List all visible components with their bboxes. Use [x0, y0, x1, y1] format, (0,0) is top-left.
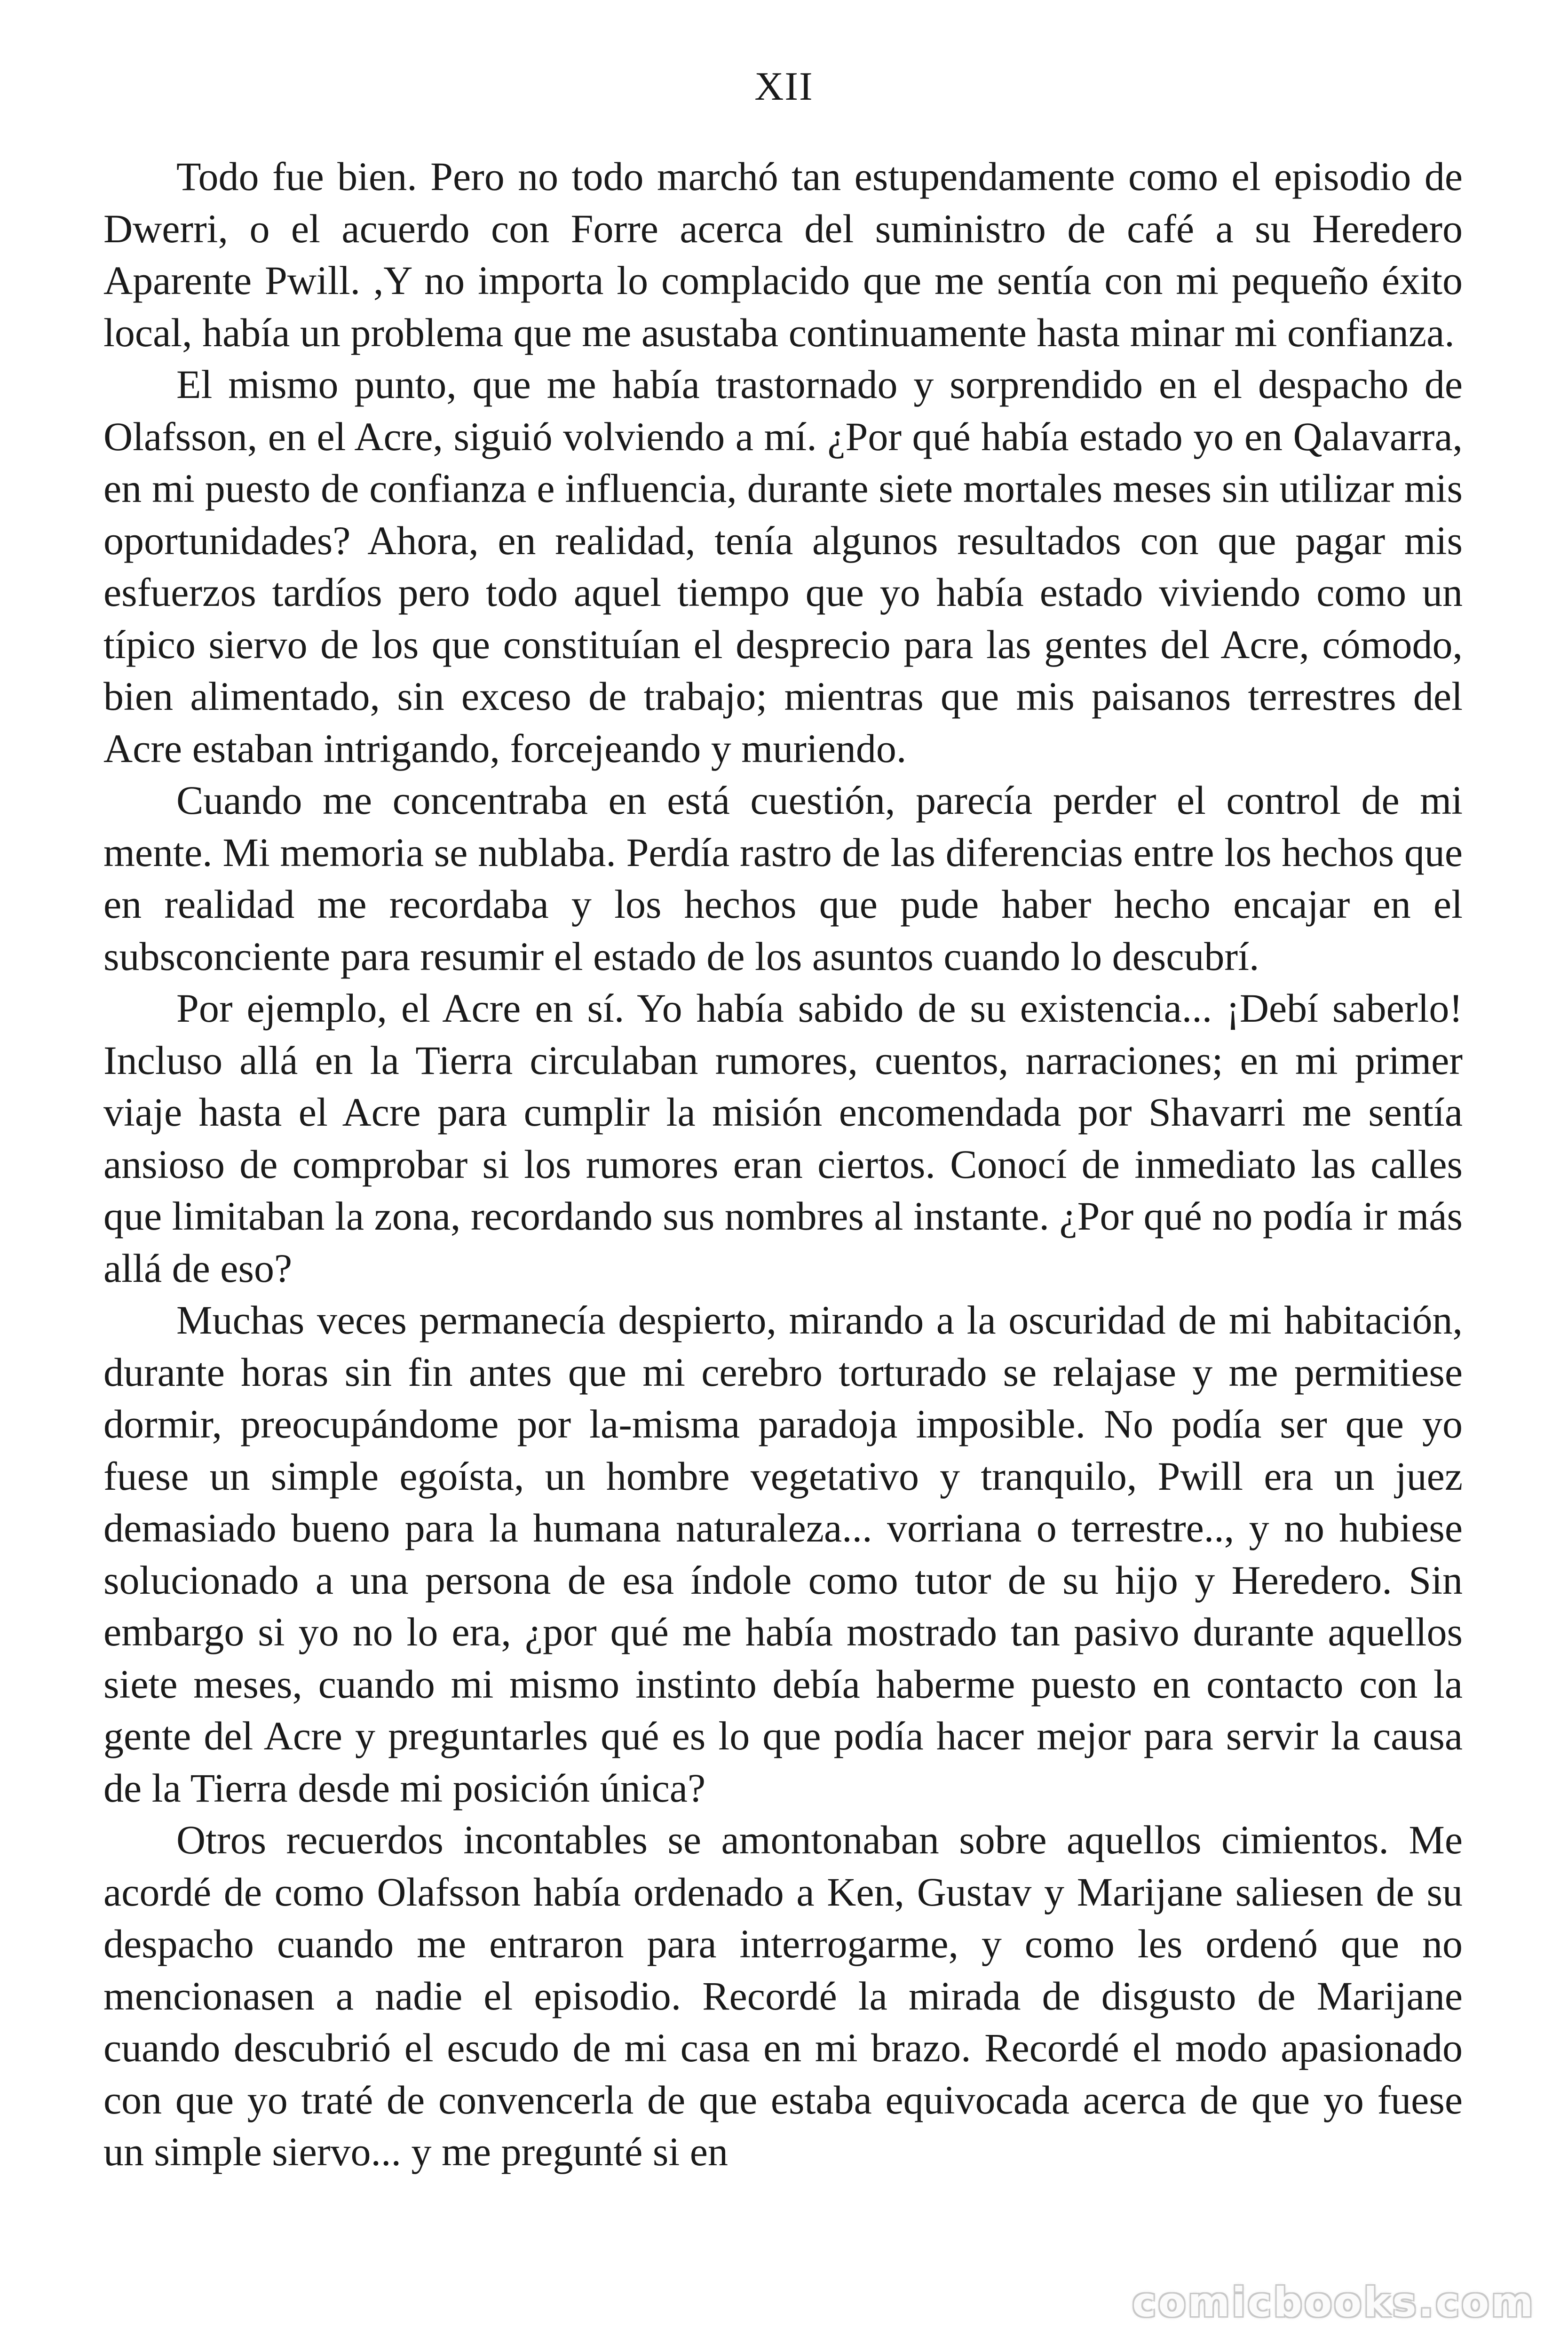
paragraph: Muchas veces permanecía despierto, mirando a la oscuridad de mi habitación, durante horas sin fin antes que mi cerebro torturado se relajase y me permitiese dormir, preocupándome por la-misma paradoja imposible. No podía ser que yo fuese un simple egoísta, un hombre vegetativo y tranquilo, Pwill era un juez demasiado bueno para la humana naturaleza... vorriana o terrestre.., y no hubiese solucionado a una persona de esa índole como tutor de su hijo y Heredero. Sin embargo si yo no lo era, ¿por qué me había mostrado tan pasivo durante aquellos siete meses, cuando mi mismo instinto debía haberme puesto en contacto con la gente del Acre y preguntarles qué es lo que podía hacer mejor para servir la causa de la Tierra desde mi posición única? — [103, 1297, 1463, 1811]
watermark: comicbooks.com — [1132, 2279, 1535, 2326]
chapter-title: XII — [754, 64, 814, 109]
paragraph: Otros recuerdos incontables se amontonaban sobre aquellos cimientos. Me acordé de como Olafsson había ordenado a Ken, Gustav y Marijane saliesen de su despacho cuando me entraron para interrogarme, y como les ordenó que no mencionasen a nadie el episodio. Recordé la mirada de disgusto de Marijane cuando descubrió el escudo de mi casa en mi brazo. Recordé el modo apasionado con que yo traté de convencerla de que estaba equivocada acerca de que yo fuese un simple siervo... y me pregunté si en — [103, 1817, 1463, 2174]
paragraph: Todo fue bien. Pero no todo marchó tan estupendamente como el episodio de Dwerri, o el acuerdo con Forre acerca del suministro de café a su Heredero Aparente Pwill. ,Y no importa lo complacido que me sentía con mi pequeño éxito local, había un problema que me asustaba continuamente hasta minar mi confianza. — [103, 154, 1463, 355]
paragraph: Cuando me concentraba en está cuestión, parecía perder el control de mi mente. Mi memoria se nublaba. Perdía rastro de las diferencias entre los hechos que en realidad me recordaba y los hechos que pude haber hecho encajar en el subsconciente para resumir el estado de los asuntos cuando lo descubrí. — [103, 778, 1463, 979]
body-text — [103, 151, 1463, 2178]
paragraph: Por ejemplo, el Acre en sí. Yo había sabido de su existencia... ¡Debí saberlo! Incluso allá en la Tierra circulaban rumores, cuentos, narraciones; en mi primer viaje hasta el Acre para cumplir la misión encomendada por Shavarri me sentía ansioso de comprobar si los rumores eran ciertos. Conocí de inmediato las calles que limitaban la zona, recordando sus nombres al instante. ¿Por qué no podía ir más allá de eso? — [103, 985, 1463, 1291]
paragraph: El mismo punto, que me había trastornado y sorprendido en el despacho de Olafsson, en el Acre, siguió volviendo a mí. ¿Por qué había estado yo en Qalavarra, en mi puesto de confianza e influencia, durante siete mortales meses sin utilizar mis oportunidades? Ahora, en realidad, tenía algunos resultados con que pagar mis esfuerzos tardíos pero todo aquel tiempo que yo había estado viviendo como un típico siervo de los que constituían el desprecio para las gentes del Acre, cómodo, bien alimentado, sin exceso de trabajo; mientras que mis paisanos terrestres del Acre estaban intrigando, forcejeando y muriendo. — [103, 362, 1463, 771]
